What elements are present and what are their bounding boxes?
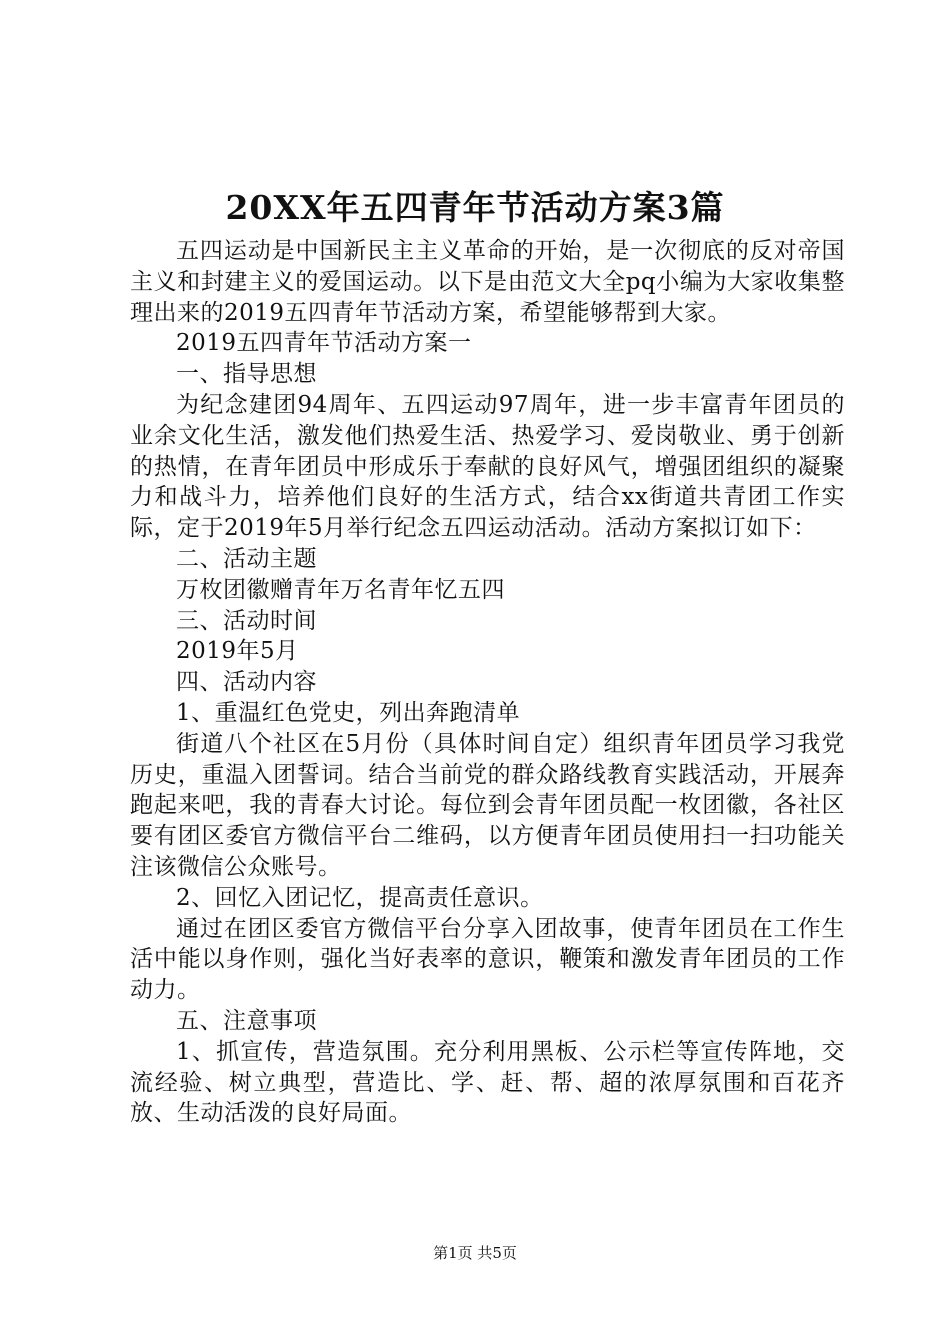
paragraph-party-history: 街道八个社区在5月份（具体时间自定）组织青年团员学习我党历史，重温入团誓词。结合当前党的群众路线教育实践活动，开展奔跑起来吧，我的青春大讨论。每位到会青年团员配一枚团徽，各社区要有团区委官方微信平台二维码，以方便青年团员使用扫一扫功能关注该微信公众账号。 (130, 730, 845, 880)
page-footer: 第1页 共5页 (433, 1244, 517, 1262)
section-heading-content: 四、活动内容 (176, 669, 317, 696)
paragraph-notes-publicity: 1、抓宣传，营造氛围。充分利用黑板、公示栏等宣传阵地，交流经验、树立典型，营造比、学、赶、帮、超的浓厚氛围和百花齐放、生动活泼的良好局面。 (130, 1038, 845, 1127)
document-body (130, 236, 845, 1129)
section-heading-time: 三、活动时间 (176, 607, 317, 634)
paragraph-guiding-ideology: 为纪念建团94周年、五四运动97周年，进一步丰富青年团员的业余文化生活，激发他们热爱生活、热爱学习、爱岗敬业、勇于创新的热情，在青年团员中形成乐于奉献的良好风气，增强团组织的凝聚力和战斗力，培养他们良好的生活方式，结合xx街道共青团工作实际，定于2019年5月举行纪念五四运动活动。活动方案拟订如下： (130, 391, 845, 542)
paragraph-intro: 五四运动是中国新民主主义革命的开始，是一次彻底的反对帝国主义和封建主义的爱国运动。以下是由范文大全pq小编为大家收集整理出来的2019五四青年节活动方案，希望能够帮到大家。 (130, 238, 845, 326)
document-title: 20XX年五四青年节活动方案3篇 (225, 188, 725, 227)
paragraph-theme: 万枚团徽赠青年万名青年忆五四 (176, 576, 505, 603)
section-heading-notes: 五、注意事项 (176, 1007, 317, 1034)
paragraph-league-memory: 通过在团区委官方微信平台分享入团故事，使青年团员在工作生活中能以身作则，强化当好表率的意识，鞭策和激发青年团员的工作动力。 (130, 915, 845, 1004)
subheading-party-history: 1、重温红色党史，列出奔跑清单 (176, 699, 521, 726)
section-heading-guiding-ideology: 一、指导思想 (176, 361, 317, 388)
section-heading-theme: 二、活动主题 (176, 545, 317, 572)
subheading-league-memory: 2、回忆入团记忆，提高责任意识。 (176, 884, 544, 911)
paragraph-plan-heading: 2019五四青年节活动方案一 (176, 330, 472, 357)
paragraph-time: 2019年5月 (176, 638, 299, 665)
